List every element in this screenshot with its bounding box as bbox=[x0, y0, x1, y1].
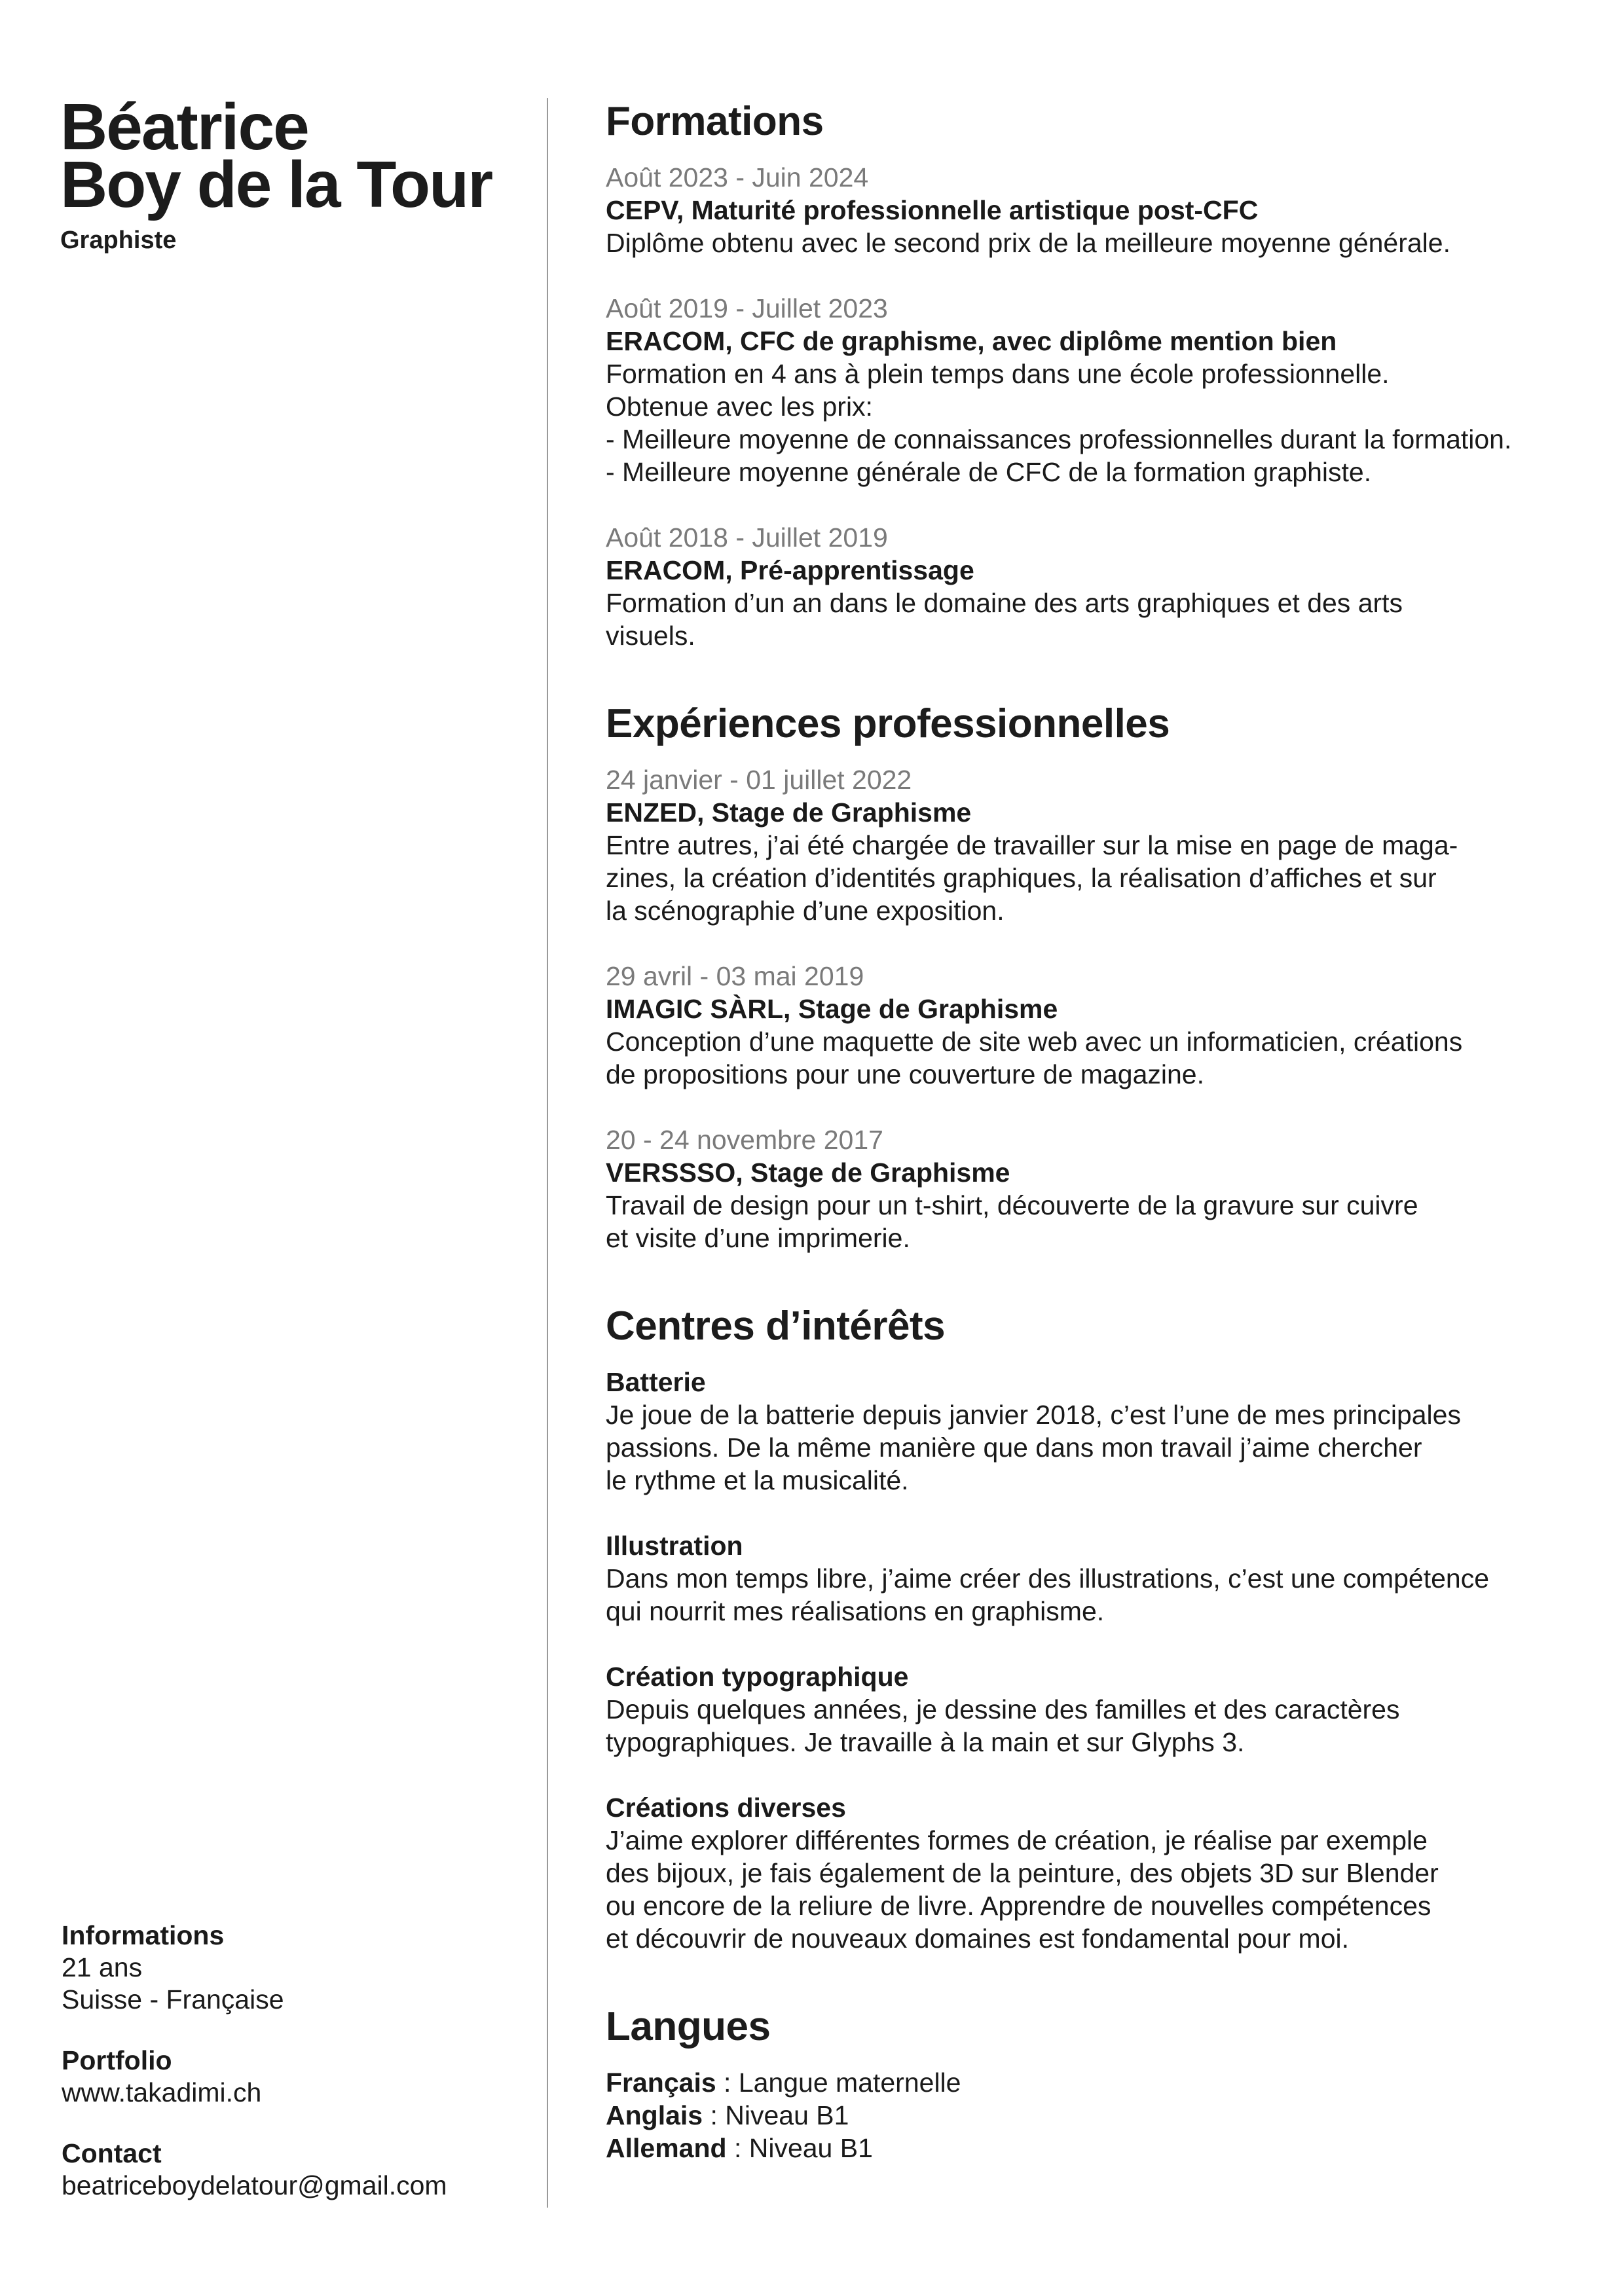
experience-entry bbox=[606, 763, 1588, 927]
entry-title: Batterie bbox=[606, 1367, 706, 1397]
interests-heading: Centres d’intérêts bbox=[606, 1303, 946, 1349]
entry-title: ERACOM, Pré-apprentissage bbox=[606, 555, 974, 585]
formation-entry bbox=[606, 292, 1588, 488]
entry-title: VERSSSO, Stage de Graphisme bbox=[606, 1157, 1010, 1188]
language-item bbox=[606, 2066, 1588, 2099]
name-line-2: Boy de la Tour bbox=[60, 148, 492, 221]
entry-title: Création typographique bbox=[606, 1662, 909, 1692]
entry-description: Formation d’un an dans le domaine des arts graphiques et des arts visuels. bbox=[606, 588, 1403, 651]
informations-block bbox=[62, 1920, 533, 2016]
contact-block bbox=[62, 2138, 533, 2202]
column-divider bbox=[547, 98, 548, 2208]
portfolio-block bbox=[62, 2045, 533, 2109]
entry-title: ERACOM, CFC de graphisme, avec diplôme mention bien bbox=[606, 326, 1337, 356]
experiences-section bbox=[606, 701, 1588, 1254]
entry-title: Illustration bbox=[606, 1531, 743, 1561]
entry-description: Depuis quelques années, je dessine des familles et des caractères typographiques. Je travaille à la main et sur Glyphs 3. bbox=[606, 1694, 1400, 1757]
name-line-1: Béatrice bbox=[60, 90, 308, 164]
main-content bbox=[606, 98, 1588, 2213]
entry-title: Créations diverses bbox=[606, 1793, 846, 1823]
entry-description: Diplôme obtenu avec le second prix de la meilleure moyenne générale. bbox=[606, 228, 1450, 258]
interest-entry bbox=[606, 1366, 1588, 1497]
experience-entry bbox=[606, 960, 1588, 1091]
age-value: 21 ans bbox=[62, 1952, 143, 1982]
job-title: Graphiste bbox=[60, 227, 177, 254]
entry-date: 29 avril - 03 mai 2019 bbox=[606, 961, 864, 991]
cv-header bbox=[60, 90, 519, 255]
entry-description: J’aime explorer différentes formes de création, je réalise par exemple des bijoux, je fais également de la peinture, des objets 3D sur Blender ou encore de la reliure de livre. Apprendre de nouvelles compétences et découvrir de nouveaux domaines est fondamental pour moi. bbox=[606, 1825, 1439, 1954]
language-name: Anglais bbox=[606, 2100, 703, 2130]
entry-title: IMAGIC SÀRL, Stage de Graphisme bbox=[606, 994, 1058, 1024]
contact-heading: Contact bbox=[62, 2138, 162, 2168]
entry-date: 20 - 24 novembre 2017 bbox=[606, 1125, 883, 1155]
entry-date: 24 janvier - 01 juillet 2022 bbox=[606, 765, 912, 795]
entry-description: Formation en 4 ans à plein temps dans une école professionnelle. Obtenue avec les prix: - Meilleure moyenne de connaissances professionnelles durant la formation. - Meilleure moyenne générale de CFC de la formation graphiste. bbox=[606, 359, 1512, 487]
language-item bbox=[606, 2099, 1588, 2132]
formations-section bbox=[606, 98, 1588, 652]
entry-title: ENZED, Stage de Graphisme bbox=[606, 797, 972, 828]
formation-entry bbox=[606, 521, 1588, 652]
interest-entry bbox=[606, 1529, 1588, 1628]
language-item bbox=[606, 2132, 1588, 2164]
language-name: Français bbox=[606, 2068, 716, 2098]
language-level: : Langue maternelle bbox=[716, 2068, 961, 2098]
informations-heading: Informations bbox=[62, 1920, 225, 1950]
entry-description: Entre autres, j’ai été chargée de travailler sur la mise en page de maga- zines, la création d’identités graphiques, la réalisation d’affiches et sur la scénographie d’une exposition. bbox=[606, 830, 1458, 926]
interest-entry bbox=[606, 1660, 1588, 1758]
formations-heading: Formations bbox=[606, 99, 824, 144]
experience-entry bbox=[606, 1123, 1588, 1254]
sidebar-info bbox=[62, 1920, 533, 2231]
languages-heading: Langues bbox=[606, 2004, 771, 2049]
formation-entry bbox=[606, 161, 1588, 259]
nationality-value: Suisse - Française bbox=[62, 1984, 284, 2014]
interests-section bbox=[606, 1303, 1588, 1955]
language-level: : Niveau B1 bbox=[703, 2100, 849, 2130]
entry-title: CEPV, Maturité professionnelle artistique post-CFC bbox=[606, 195, 1259, 225]
portfolio-heading: Portfolio bbox=[62, 2045, 172, 2075]
portfolio-link[interactable]: www.takadimi.ch bbox=[62, 2077, 262, 2107]
interest-entry bbox=[606, 1791, 1588, 1955]
language-name: Allemand bbox=[606, 2133, 727, 2163]
entry-date: Août 2019 - Juillet 2023 bbox=[606, 293, 888, 323]
email-link[interactable]: beatriceboydelatour@gmail.com bbox=[62, 2170, 447, 2200]
entry-description: Travail de design pour un t-shirt, découverte de la gravure sur cuivre et visite d’une imprimerie. bbox=[606, 1190, 1418, 1253]
entry-description: Conception d’une maquette de site web avec un informaticien, créations de propositions pour une couverture de magazine. bbox=[606, 1027, 1463, 1089]
entry-date: Août 2018 - Juillet 2019 bbox=[606, 522, 888, 553]
experiences-heading: Expériences professionnelles bbox=[606, 701, 1170, 746]
language-level: : Niveau B1 bbox=[726, 2133, 873, 2163]
entry-description: Je joue de la batterie depuis janvier 2018, c’est l’une de mes principales passions. De la même manière que dans mon travail j’aime chercher le rythme et la musicalité. bbox=[606, 1400, 1461, 1495]
entry-date: Août 2023 - Juin 2024 bbox=[606, 162, 869, 192]
entry-description: Dans mon temps libre, j’aime créer des illustrations, c’est une compétence qui nourrit mes réalisations en graphisme. bbox=[606, 1563, 1490, 1626]
languages-section bbox=[606, 2003, 1588, 2164]
person-name bbox=[60, 90, 519, 221]
